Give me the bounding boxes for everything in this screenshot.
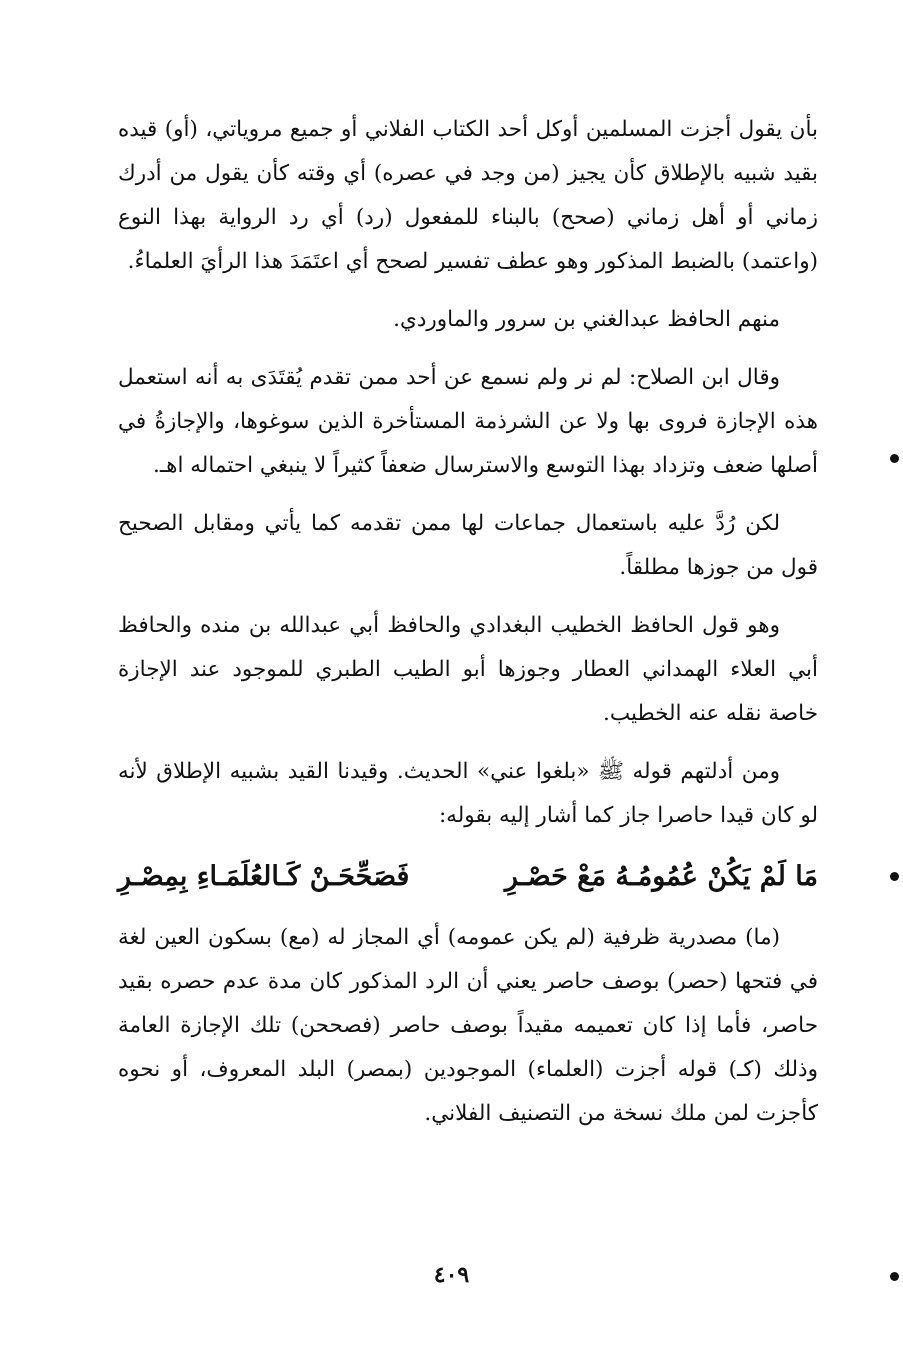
poem-verse — [118, 852, 818, 902]
paragraph-7: (ما) مصدرية ظرفية (لم يكن عمومه) أي المجاز له (مع) بسكون العين لغة في فتحها (حصر) بوصف حاصر يعني أن الرد المذكور كان مدة عدم حصره بقيد حاصر، فأما إذا كان تعميمه مقيداً بوصف حاصر (فصححن) تلك الإجازة العامة وذلك (كـ) قوله أجزت (العلماء) الموجودين (بمصر) البلد المعروف، أو نحوه كأجزت لمن ملك نسخة من التصنيف الفلاني. — [118, 925, 818, 1126]
margin-mark — [890, 872, 899, 881]
paragraph-2: منهم الحافظ عبدالغني بن سرور والماوردي. — [393, 307, 780, 332]
page-body — [118, 108, 818, 1150]
margin-mark — [890, 454, 899, 463]
paragraph-3: وقال ابن الصلاح: لم نر ولم نسمع عن أحد ممن تقدم يُقتَدَى به أنه استعمل هذه الإجازة فروى بها ولا عن الشرذمة المستأخرة الذين سوغوها، والإجازةُ في أصلها ضعف وتزداد بهذا التوسع والاسترسال ضعفاً كثيراً لا ينبغي احتماله اهـ. — [118, 365, 818, 478]
verse-first-hemistich: مَا لَمْ يَكُنْ عُمُومُـهُ مَعْ حَصْـرِ — [504, 861, 818, 892]
page-number: ٤٠٩ — [433, 1262, 470, 1288]
margin-mark — [890, 1272, 899, 1281]
paragraph-6: ومن أدلتهم قوله ﷺ «بلغوا عني» الحديث. وقيدنا القيد بشبيه الإطلاق لأنه لو كان قيدا حاصرا جاز كما أشار إليه بقوله: — [118, 759, 818, 828]
paragraph-5: وهو قول الحافظ الخطيب البغدادي والحافظ أبي عبدالله بن منده والحافظ أبي العلاء الهمداني العطار وجوزها أبو الطيب الطبري للموجود عند الإجازة خاصة نقله عنه الخطيب. — [118, 613, 818, 726]
verse-second-hemistich: فَصَحِّحَـنْ كَـالعُلَمَـاءِ بِمِصْـرِ — [118, 861, 410, 892]
paragraph-1: بأن يقول أجزت المسلمين أوكل أحد الكتاب الفلاني أو جميع مروياتي، (أو) قيده بقيد شبيه بالإطلاق كأن يجيز (من وجد في عصره) أي وقته كأن يقول من أدرك زماني أو أهل زماني (صحح) بالبناء للمفعول (رد) أي رد الرواية بهذا النوع (واعتمد) بالضبط المذكور وهو عطف تفسير لصحح أي اعتَمَدَ هذا الرأيَ العلماءُ. — [118, 117, 818, 274]
paragraph-4: لكن رُدَّ عليه باستعمال جماعات لها ممن تقدمه كما يأتي ومقابل الصحيح قول من جوزها مطلقاً. — [118, 511, 818, 580]
